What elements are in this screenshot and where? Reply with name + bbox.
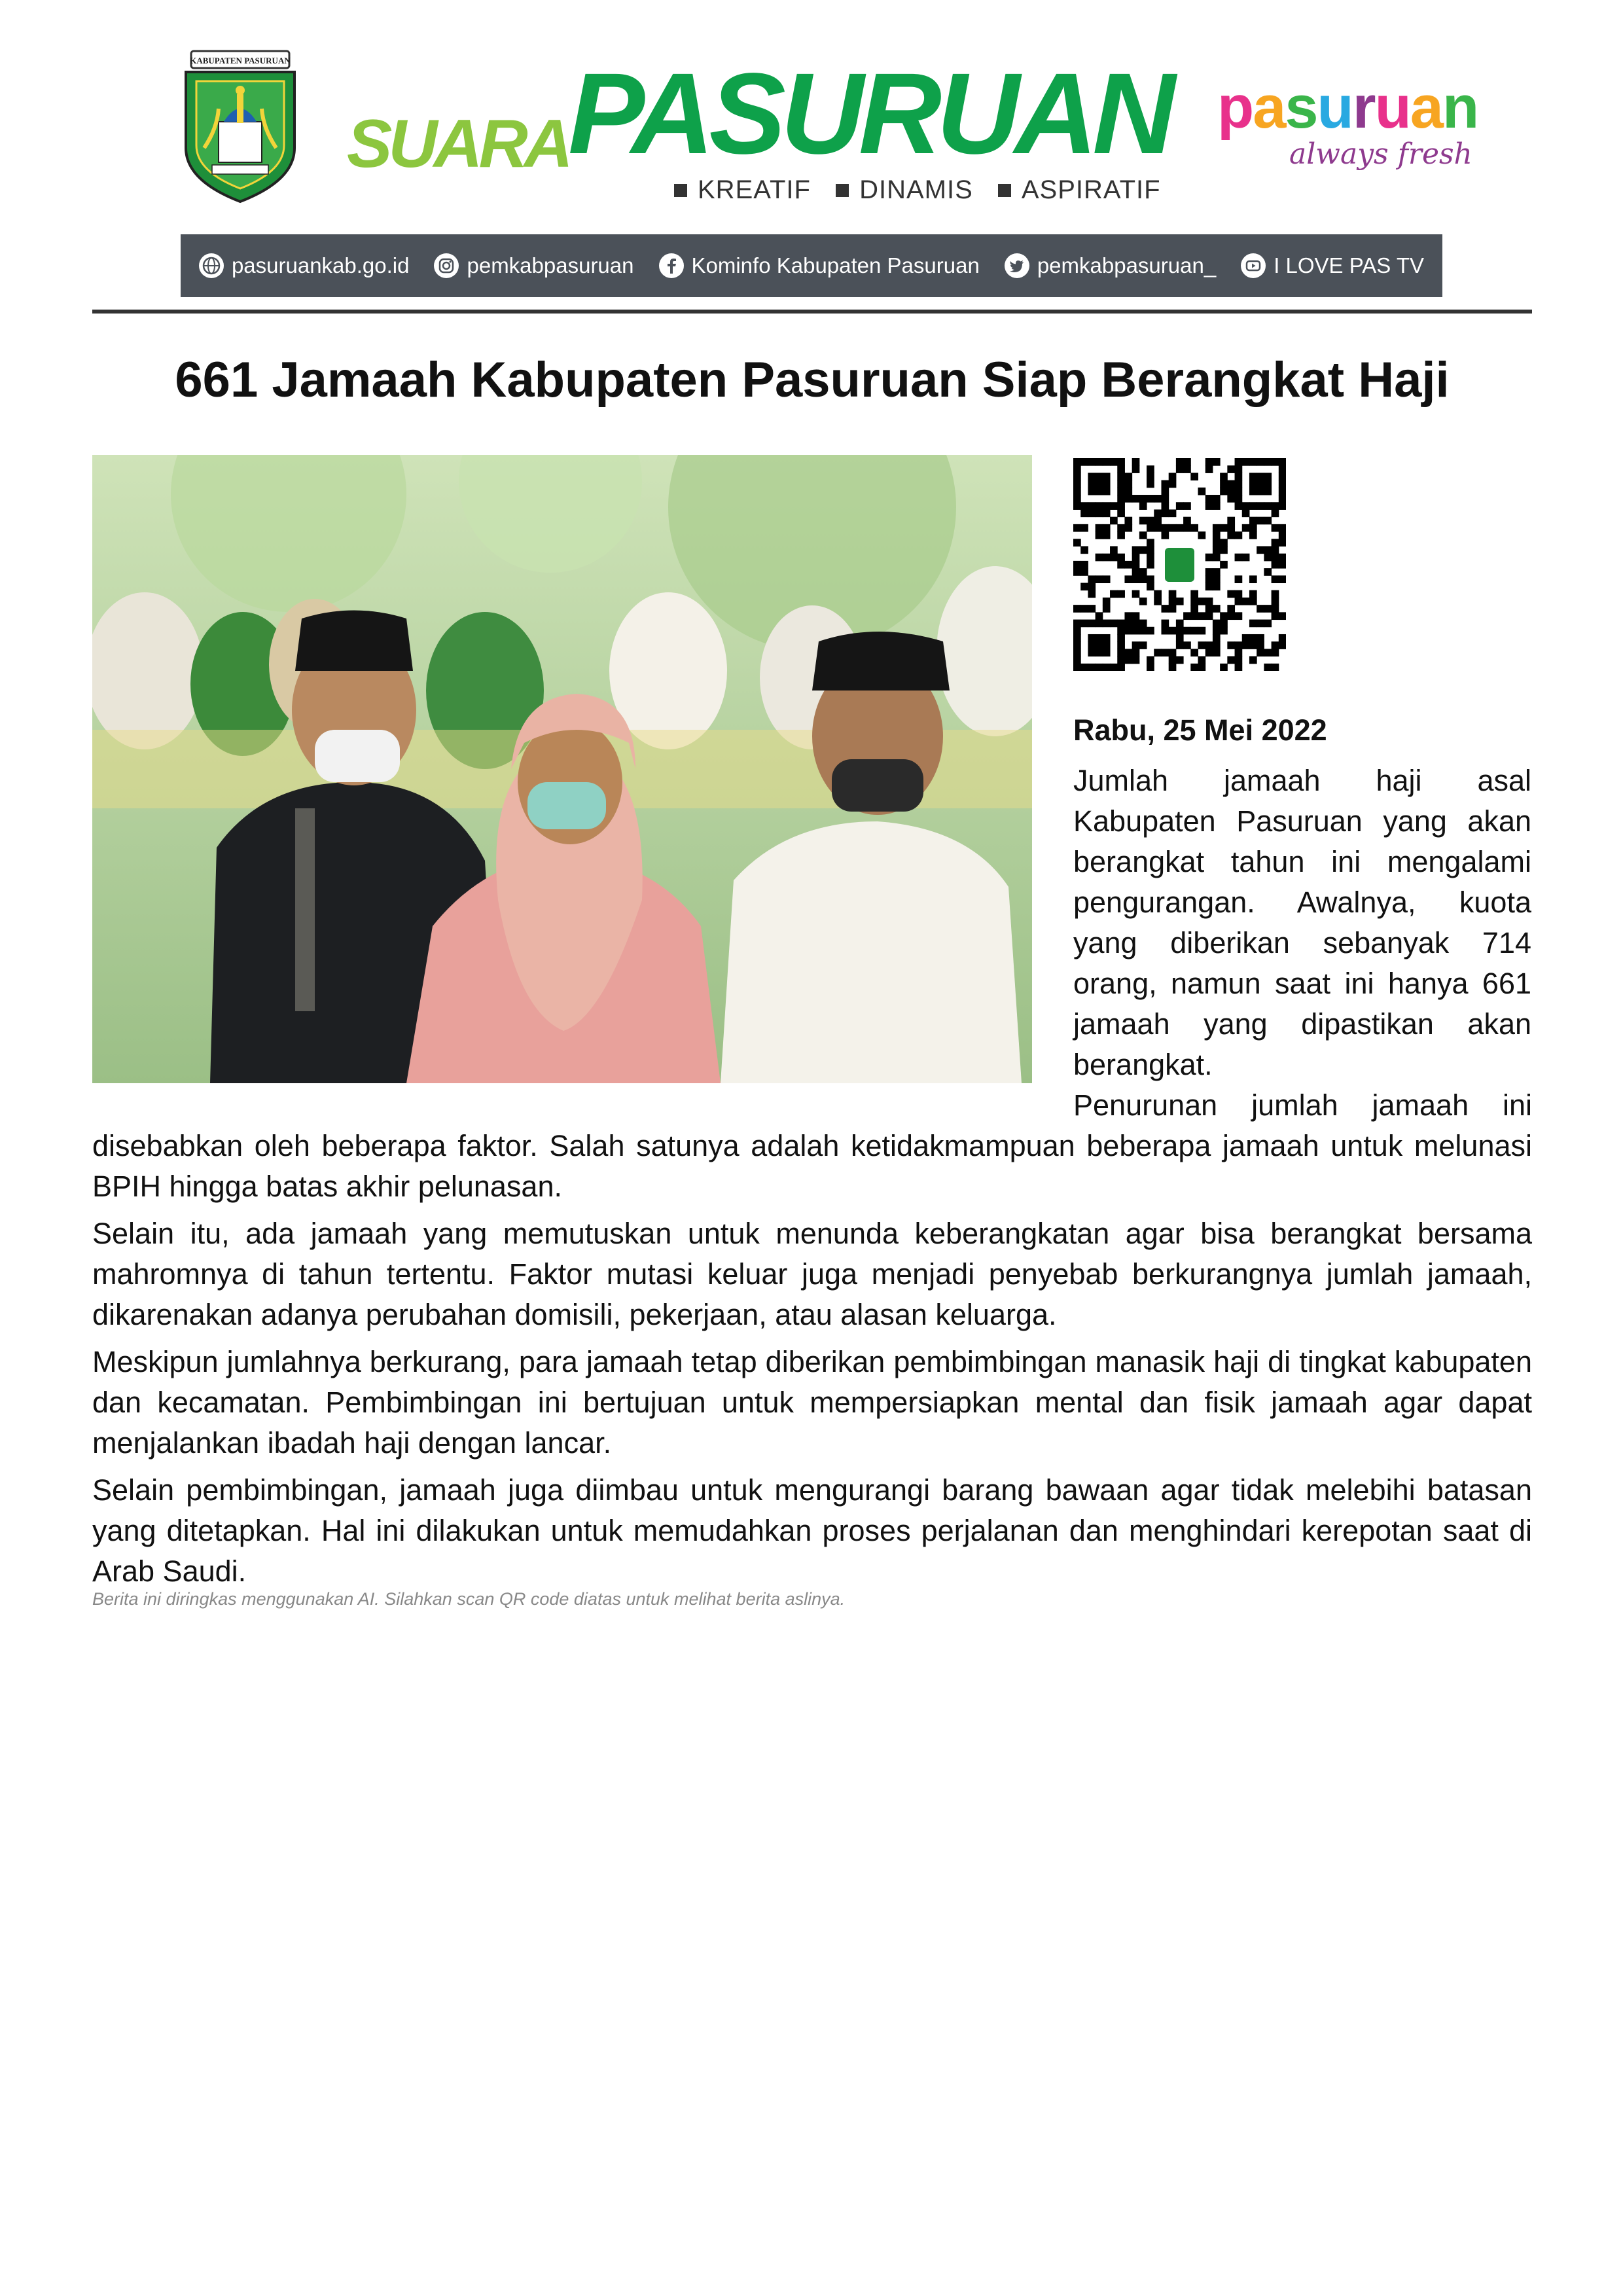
social-link-website[interactable]: [199, 253, 410, 278]
social-label: Kominfo Kabupaten Pasuruan: [691, 253, 980, 278]
facebook-icon: [659, 253, 684, 278]
pasuruan-always-fresh-logo: [1217, 74, 1478, 182]
globe-icon: [199, 253, 224, 278]
article-paragraph: Selain itu, ada jamaah yang memutuskan untuk menunda keberangkatan agar bisa berangkat bersama mahromnya di tahun tertentu. Faktor mutasi keluar juga menjadi penyebab berkurangnya jumlah jamaah, dikarenakan adanya perubahan domisili, pekerjaan, atau alasan keluarga.: [92, 1217, 1532, 1331]
suara-pasuruan-logo: [347, 50, 1171, 182]
qr-center-crest-icon: [1165, 548, 1194, 582]
social-media-bar: [181, 234, 1442, 297]
tagline-item: DINAMIS: [836, 175, 973, 204]
article-paragraph: Jumlah jamaah haji asal Kabupaten Pasuruan yang akan berangkat tahun ini mengalami pengurangan. Awalnya, kuota yang diberikan sebanyak 714 orang, namun saat ini hanya 661 jamaah yang dipastikan akan berangkat.: [1073, 764, 1531, 1081]
tourism-word: pasuruan: [1217, 74, 1478, 141]
article-body: [92, 1085, 1532, 1598]
tourism-slogan: always fresh: [1289, 137, 1472, 171]
article-paragraph: Selain pembimbingan, jamaah juga diimbau untuk mengurangi barang bawaan agar tidak melebihi batasan yang ditetapkan. Hal ini dilakukan untuk memudahkan proses perjalanan dan menghindari kerepotan saat di Arab Saudi.: [92, 1473, 1532, 1588]
square-bullet-icon: [836, 184, 849, 197]
tagline: [674, 175, 1178, 205]
article-paragraph-lead: Penurunan jumlah jamaah ini: [1073, 1088, 1532, 1122]
header-divider: [92, 310, 1532, 314]
crest-caption: KABUPATEN PASURUAN: [190, 56, 291, 65]
article-photo: [92, 455, 1032, 1083]
social-link-twitter[interactable]: [1005, 253, 1216, 278]
tagline-item: ASPIRATIF: [998, 175, 1161, 204]
qr-code[interactable]: [1073, 458, 1286, 671]
ai-summary-note: Berita ini diringkas menggunakan AI. Silahkan scan QR code diatas untuk melihat berita aslinya.: [92, 1589, 846, 1609]
regency-crest-logo: [178, 50, 302, 204]
square-bullet-icon: [674, 184, 687, 197]
social-label: pemkabpasuruan: [467, 253, 634, 278]
article-title: 661 Jamaah Kabupaten Pasuruan Siap Berangkat Haji: [175, 352, 1450, 408]
article-paragraph: Meskipun jumlahnya berkurang, para jamaah tetap diberikan pembimbingan manasik haji di tingkat kabupaten dan kecamatan. Pembimbingan ini bertujuan untuk mempersiapkan mental dan fisik jamaah agar dapat menjalankan ibadah haji dengan lancar.: [92, 1345, 1532, 1460]
social-link-facebook[interactable]: [659, 253, 980, 278]
article-paragraph: disebabkan oleh beberapa faktor. Salah satunya adalah ketidakmampuan beberapa jamaah untuk melunasi BPIH hingga batas akhir pelunasan.: [92, 1129, 1532, 1203]
youtube-icon: [1241, 253, 1266, 278]
instagram-icon: [434, 253, 459, 278]
brand-prefix: SUARA: [347, 106, 569, 182]
article-date: Rabu, 25 Mei 2022: [1073, 713, 1327, 747]
social-label: I LOVE PAS TV: [1274, 253, 1425, 278]
social-link-instagram[interactable]: [434, 253, 633, 278]
social-label: pasuruankab.go.id: [231, 253, 410, 278]
twitter-icon: [1005, 253, 1029, 278]
social-link-youtube[interactable]: [1241, 253, 1424, 278]
tagline-item: KREATIF: [674, 175, 811, 204]
social-label: pemkabpasuruan_: [1037, 253, 1217, 278]
brand-name: PASURUAN: [568, 50, 1171, 178]
square-bullet-icon: [998, 184, 1011, 197]
